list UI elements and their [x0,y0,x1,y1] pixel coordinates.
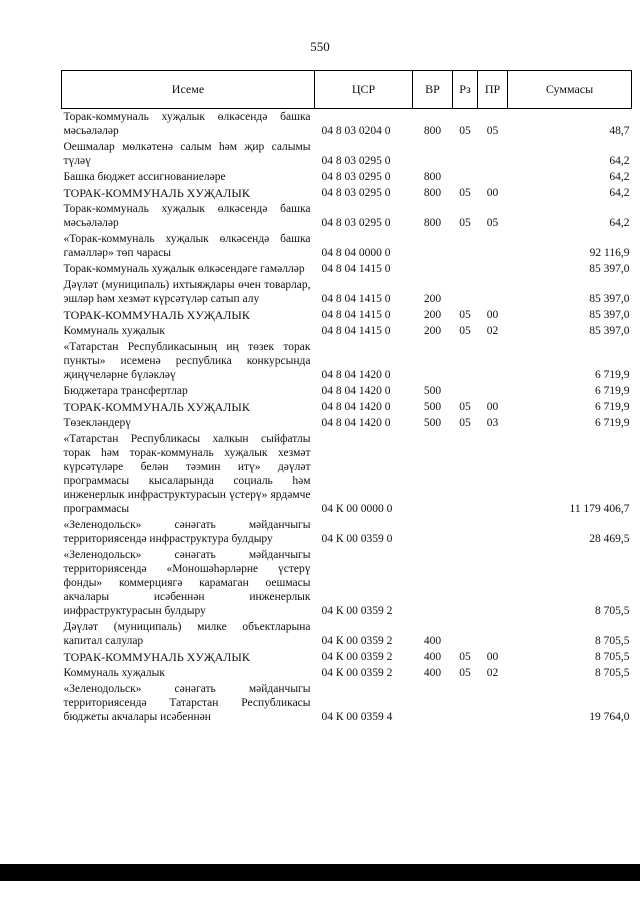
row-csr: 04 8 04 1420 0 [321,401,391,413]
row-rz [453,277,478,307]
table-row [62,681,632,725]
row-rz: 05 [459,187,471,199]
row-name: ТОРАК-КОММУНАЛЬ ХУҖАЛЫК [63,400,250,414]
table-row [62,139,632,169]
row-sum: 8 705,5 [595,667,630,679]
row-name: «Зеленодольск» сәнәгать мәйданчыгы территориясендә Татарстан Республикасы бюджеты акчалары исәбеннән [63,683,311,723]
row-pr [478,339,508,383]
row-vr [413,339,453,383]
row-sum: 85 397,0 [589,263,630,275]
row-vr: 800 [423,171,442,183]
row-name: ТОРАК-КОММУНАЛЬ ХУҖАЛЫК [63,186,250,200]
row-csr: 04 8 03 0295 0 [321,155,391,167]
row-sum: 6 719,9 [595,385,630,397]
row-csr: 04 К 00 0359 2 [321,635,393,647]
row-pr: 00 [486,187,499,199]
row-rz [453,547,478,619]
row-sum: 8 705,5 [595,605,630,617]
row-pr: 02 [486,325,499,337]
row-sum: 48,7 [609,125,630,137]
scan-bottom-bar [0,864,640,881]
table-row [62,665,632,681]
table-row [62,261,632,277]
page-number: 550 [310,39,330,54]
row-pr [478,619,508,649]
row-vr: 800 [423,187,442,199]
table-row [62,619,632,649]
row-name: «Торак-коммуналь хуҗалык өлкәсендә башка гамәлләр» төп чарасы [63,233,311,259]
row-rz [453,261,478,277]
row-rz: 05 [459,417,471,429]
row-csr: 04 8 03 0295 0 [321,217,391,229]
row-name: ТОРАК-КОММУНАЛЬ ХУҖАЛЫК [63,308,250,322]
table-row [62,277,632,307]
row-rz [453,431,478,517]
row-name: Коммуналь хуҗалык [63,325,165,337]
row-vr [413,431,453,517]
row-csr: 04 К 00 0359 2 [321,651,393,663]
header-vr: ВР [413,71,453,109]
row-rz [453,231,478,261]
row-csr: 04 8 04 1415 0 [321,263,391,275]
row-vr [413,261,453,277]
row-name: «Татарстан Республикасы халкын сыйфатлы торак һәм торак-коммуналь хуҗалык хезмәт күрсәтүләре белән тәэмин итү» дәүләт программасы кысаларында социаль һәм инженерлык инфраструктурасын үстерү» ярдәмче программасы [63,433,311,515]
row-sum: 6 719,9 [595,369,630,381]
table-row [62,383,632,399]
row-csr: 04 8 03 0295 0 [321,171,391,183]
row-pr [478,231,508,261]
row-vr [413,231,453,261]
row-vr: 400 [423,651,442,663]
row-csr: 04 К 00 0000 0 [321,503,393,515]
row-pr [478,169,508,185]
row-vr: 800 [423,125,442,137]
row-csr: 04 К 00 0359 2 [321,605,393,617]
row-sum: 64,2 [609,187,630,199]
row-sum: 6 719,9 [595,417,630,429]
table-row [62,399,632,415]
row-csr: 04 8 04 1415 0 [321,309,391,321]
budget-table [61,70,632,725]
row-name: Төзекләндерү [63,417,131,429]
row-vr [413,517,453,547]
row-rz [453,681,478,725]
row-rz: 05 [459,401,471,413]
row-vr: 500 [423,417,442,429]
row-csr: 04 8 03 0295 0 [321,187,391,199]
header-pr: ПР [478,71,508,109]
row-name: «Зеленодольск» сәнәгать мәйданчыгы территориясендә «Моношәһәрләрне үстерү фонды» коммерциягә карамаган оешмасы акчалары исәбеннән инженерлык инфраструктурасын булдыру [63,549,311,617]
row-pr [478,431,508,517]
table-row [62,185,632,201]
row-csr: 04 8 03 0204 0 [321,125,391,137]
row-name: Оешмалар мөлкәтенә салым һәм җир салымы түләү [63,141,311,167]
row-name: Торак-коммуналь хуҗалык өлкәсендә башка мәсьәләләр [63,111,311,137]
row-csr: 04 К 00 0359 4 [321,711,393,723]
table-row [62,307,632,323]
row-rz [453,383,478,399]
table-header [62,71,632,109]
row-pr: 03 [486,417,499,429]
row-sum: 92 116,9 [589,247,630,259]
row-sum: 8 705,5 [595,651,630,663]
row-vr: 200 [423,325,442,337]
row-rz [453,139,478,169]
row-pr [478,139,508,169]
table-row [62,547,632,619]
row-csr: 04 8 04 1415 0 [321,293,391,305]
row-vr [413,139,453,169]
row-name: «Зеленодольск» сәнәгать мәйданчыгы территориясендә инфраструктура булдыру [63,519,311,545]
row-pr: 02 [486,667,499,679]
row-vr: 800 [423,217,442,229]
row-name: Башка бюджет ассигнованиеләре [63,171,226,183]
row-vr [413,547,453,619]
row-sum: 6 719,9 [595,401,630,413]
row-vr: 500 [423,385,442,397]
table-row [62,339,632,383]
row-rz: 05 [459,309,471,321]
row-name: «Татарстан Республикасының иң төзек торак пункты» исеменә республика конкурсында җиңүчеләрне бүләкләү [63,341,311,381]
row-csr: 04 8 04 1415 0 [321,325,391,337]
row-name: Дәүләт (муниципаль) ихтыяҗлары өчен товарлар, эшләр һәм хезмәт күрсәтүләр сатып алу [63,279,311,305]
row-name: ТОРАК-КОММУНАЛЬ ХУҖАЛЫК [63,650,250,664]
row-pr [478,547,508,619]
row-pr [478,681,508,725]
row-vr: 400 [423,667,442,679]
header-name: Исеме [62,71,315,109]
row-name: Бюджетара трансфертлар [63,385,188,397]
row-csr: 04 8 04 1420 0 [321,385,391,397]
row-pr: 00 [486,401,499,413]
row-vr: 400 [423,635,442,647]
row-sum: 8 705,5 [595,635,630,647]
table-body [62,109,632,726]
row-name: Торак-коммуналь хуҗалык өлкәсендәге гамәлләр [63,263,305,275]
table-row [62,517,632,547]
row-pr [478,261,508,277]
row-csr: 04 8 04 1420 0 [321,369,391,381]
row-csr: 04 8 04 1420 0 [321,417,391,429]
table-row [62,169,632,185]
header-sum: Суммасы [508,71,632,109]
row-rz [453,339,478,383]
row-pr [478,383,508,399]
row-vr: 200 [423,293,442,305]
row-csr: 04 8 04 0000 0 [321,247,391,259]
row-pr: 00 [486,651,499,663]
row-sum: 85 397,0 [589,309,630,321]
row-rz: 05 [459,217,471,229]
row-rz: 05 [459,325,471,337]
table-row [62,231,632,261]
row-pr: 05 [486,125,499,137]
header-rz: Рз [453,71,478,109]
row-sum: 19 764,0 [589,711,630,723]
row-rz: 05 [459,125,471,137]
table-row [62,109,632,140]
row-pr [478,277,508,307]
row-pr: 05 [486,217,499,229]
row-vr: 200 [423,309,442,321]
row-vr [413,681,453,725]
row-rz [453,517,478,547]
header-csr: ЦСР [315,71,413,109]
table-row [62,415,632,431]
row-sum: 64,2 [609,171,630,183]
row-sum: 28 469,5 [589,533,630,545]
row-name: Торак-коммуналь хуҗалык өлкәсендә башка мәсьәләләр [63,203,311,229]
row-name: Дәүләт (муниципаль) милке объектларына капитал салулар [63,621,311,647]
row-sum: 64,2 [609,217,630,229]
row-sum: 64,2 [609,155,630,167]
table-row [62,649,632,665]
row-csr: 04 К 00 0359 2 [321,667,393,679]
row-rz [453,619,478,649]
row-sum: 85 397,0 [589,293,630,305]
row-sum: 85 397,0 [589,325,630,337]
row-rz [453,169,478,185]
row-pr [478,517,508,547]
row-pr: 00 [486,309,499,321]
table-row [62,323,632,339]
row-sum: 11 179 406,7 [569,503,630,515]
row-rz: 05 [459,667,471,679]
table-row [62,201,632,231]
row-csr: 04 К 00 0359 0 [321,533,393,545]
row-name: Коммуналь хуҗалык [63,667,165,679]
row-vr: 500 [423,401,442,413]
row-rz: 05 [459,651,471,663]
table-row [62,431,632,517]
